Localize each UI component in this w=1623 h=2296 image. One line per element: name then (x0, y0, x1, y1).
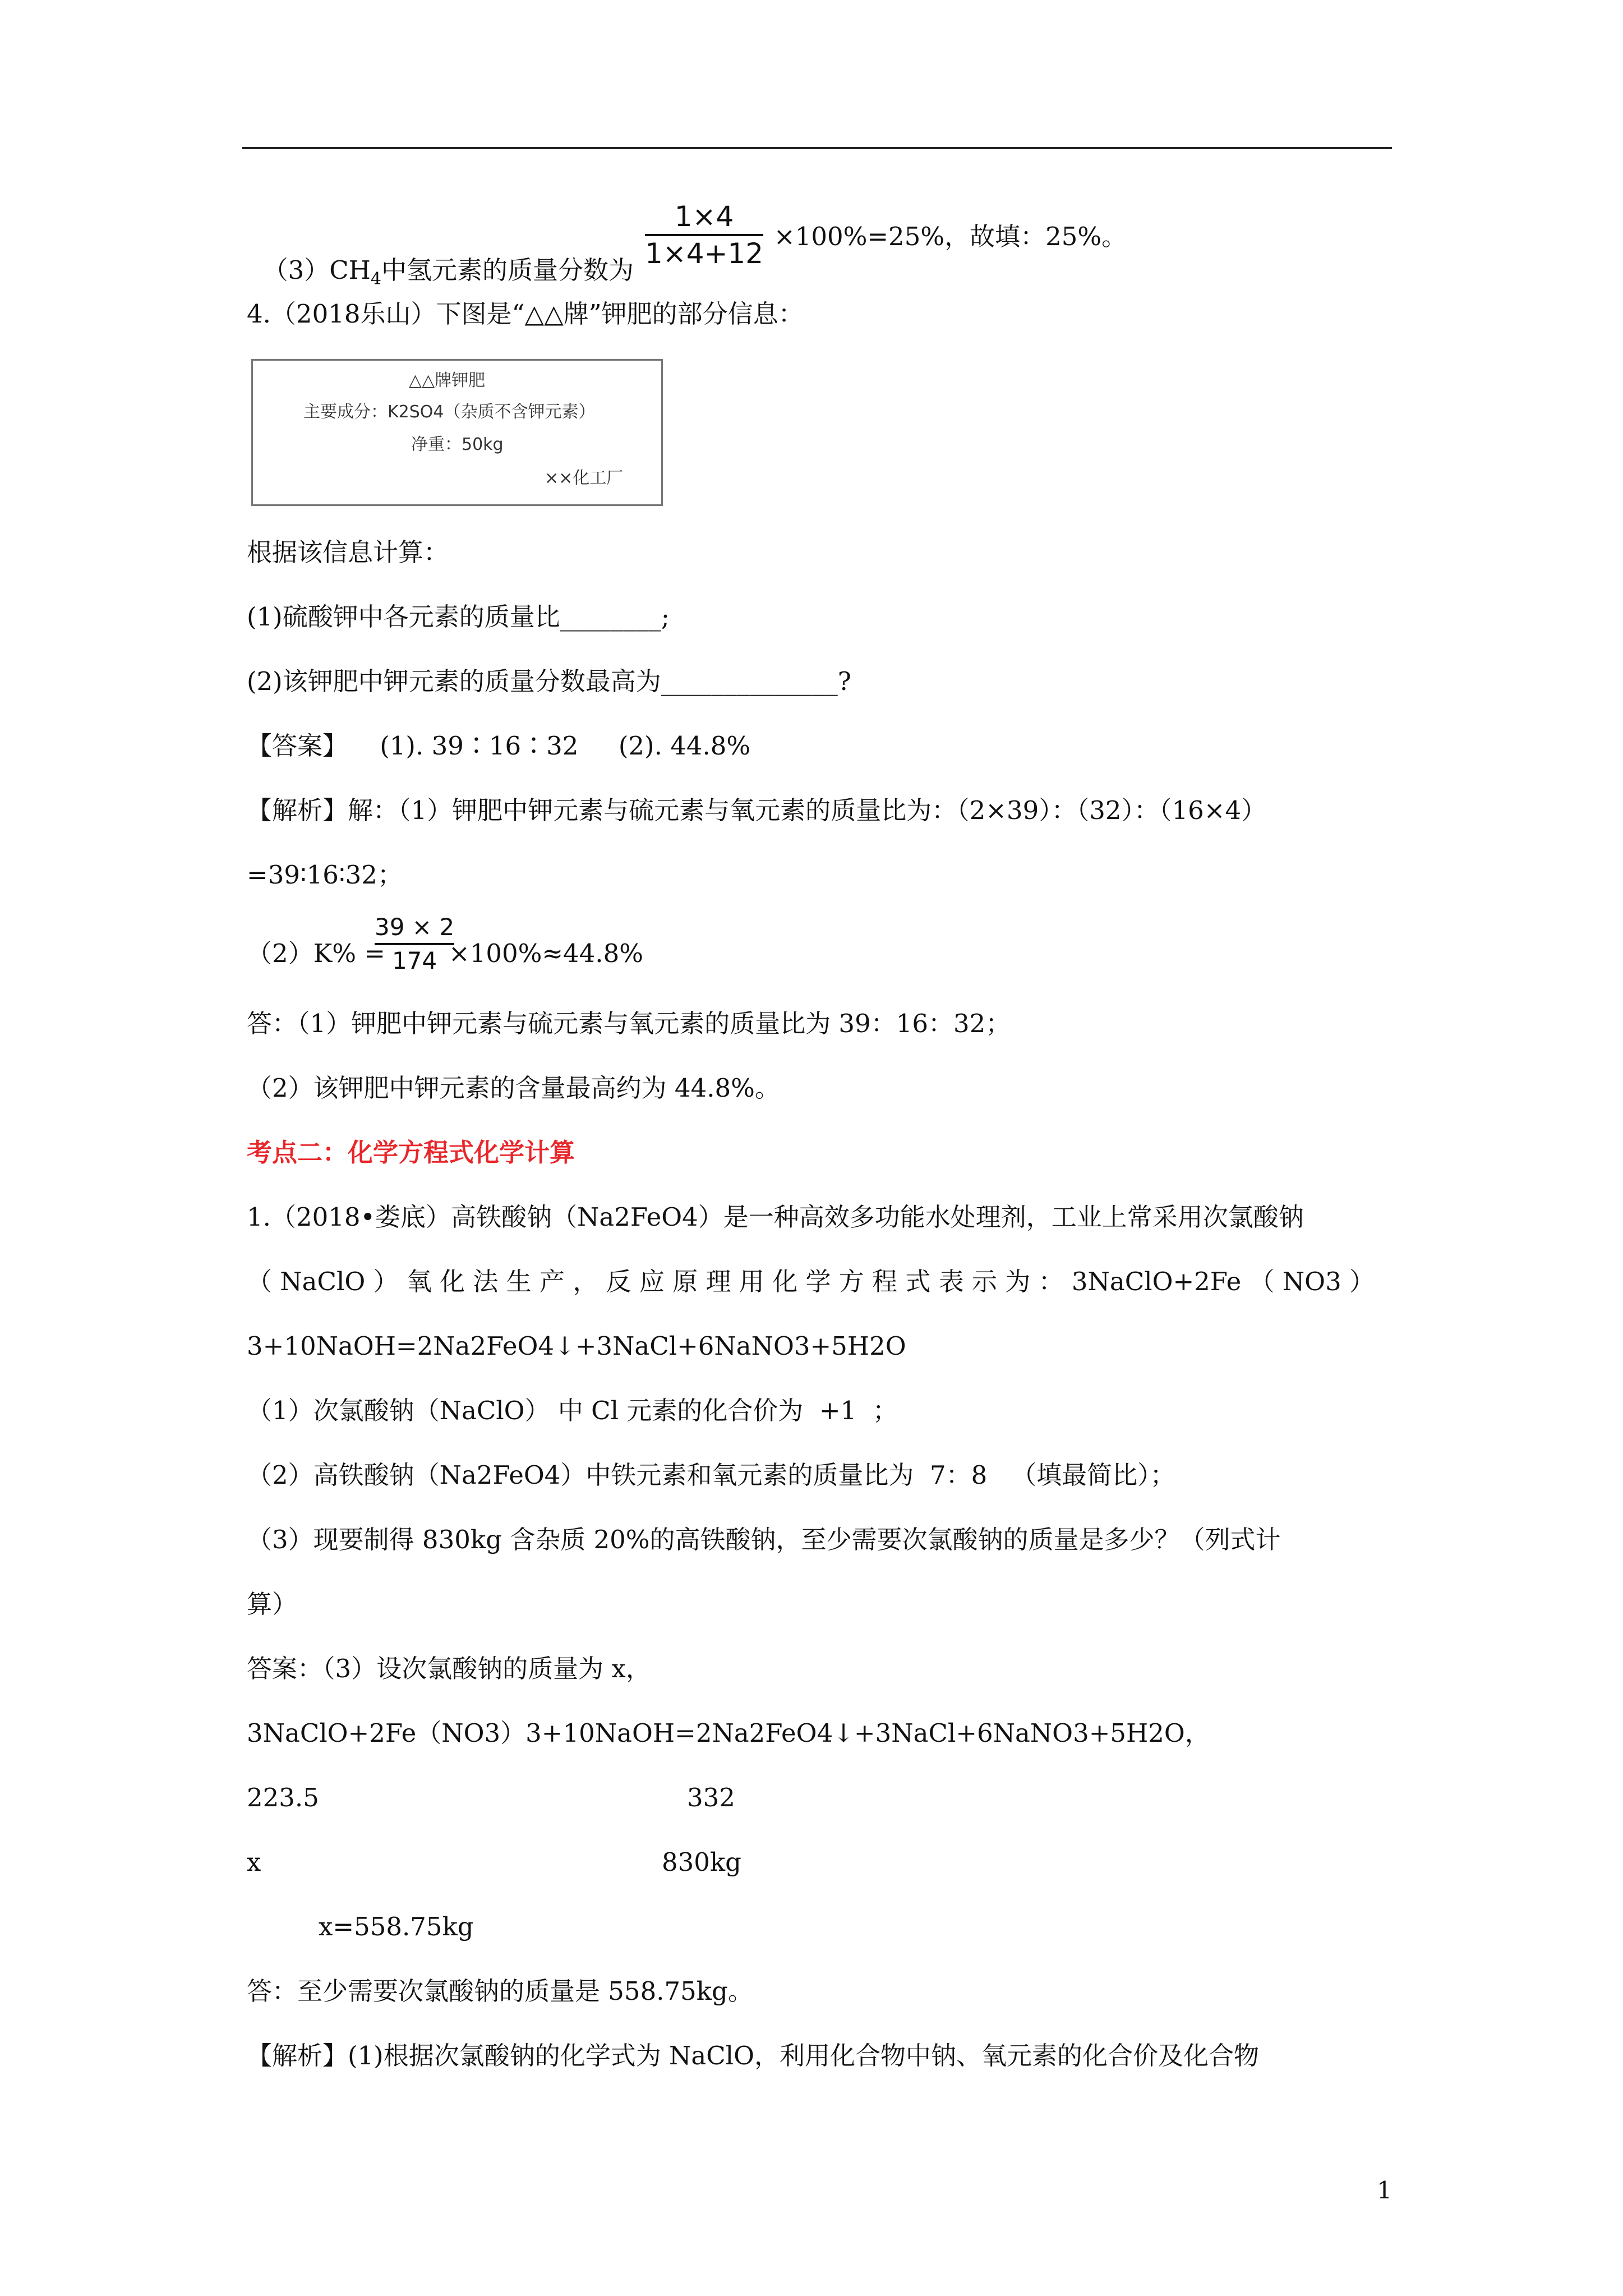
analysis-line-2: =39∶16∶32； (247, 860, 403, 890)
mass-right: 830kg (662, 1847, 741, 1877)
molar-mass-right: 332 (687, 1783, 735, 1812)
problem-1-line-2: （ NaClO ） 氧 化 法 生 产 ， 反 应 原 理 用 化 学 方 程 式 表 示 为 ： 3NaClO+2Fe （ NO3 ） (247, 1267, 1375, 1296)
q3-line: $(3)CH_4$中氢元素的质量分数为 (262, 255, 634, 289)
unknown-left: x (247, 1847, 261, 1877)
label-weight: 净重：50kg (411, 435, 504, 454)
final-answer: 答：至少需要次氯酸钠的质量是 558.75kg。 (247, 1976, 753, 2006)
analysis-line-3: （2）K% = (247, 938, 386, 968)
x-result: x=558.75kg (319, 1912, 474, 1941)
answer-intro: 答案：（3）设次氯酸钠的质量为 x， (247, 1654, 651, 1683)
label-component: 主要成分：K2SO4（杂质不含钾元素） (303, 402, 596, 422)
sub-question-2: （2）高铁酸钠（Na2FeO4）中铁元素和氧元素的质量比为 7：8 （填最简比）； (247, 1460, 1175, 1490)
header-rule (242, 147, 1392, 149)
q4-title: 4.（2018乐山）下图是“△△牌”钾肥的部分信息： (247, 299, 804, 329)
kpercent-fraction (375, 912, 454, 977)
sub-question-3-line-2: 算） (247, 1589, 298, 1619)
fraction-numerator: 1×4 (674, 200, 734, 233)
question-1: (1)硫酸钾中各元素的质量比________; (247, 602, 670, 632)
section-heading: 考点二：化学方程式化学计算 (247, 1138, 575, 1167)
page-number: 1 (1377, 2177, 1392, 2204)
fraction-denominator: 1×4+12 (645, 237, 764, 270)
q3-fraction (645, 199, 763, 271)
q3-suffix: ×100%=25%，故填：25%。 (774, 222, 1127, 251)
analysis-line-3-suffix: ×100%≈44.8% (449, 938, 644, 968)
question-2: (2)该钾肥中钾元素的质量分数最高为______________? (247, 666, 851, 696)
fertilizer-label-image (251, 359, 663, 506)
intro-line: 根据该信息计算： (247, 537, 449, 567)
problem-1-line-3: 3+10NaOH=2Na2FeO4↓+3NaCl+6NaNO3+5H2O (247, 1331, 906, 1361)
fraction-denominator: 174 (391, 947, 437, 974)
analysis-final: 【解析】(1)根据次氯酸钠的化学式为 NaClO，利用化合物中钠、氧元素的化合价及化合物 (247, 2041, 1259, 2070)
analysis-line-1: 【解析】解：（1）钾肥中钾元素与硫元素与氧元素的质量比为：（2×39）：（32）：（16×4） (247, 795, 1267, 825)
sub-question-3-line-1: （3）现要制得 830kg 含杂质 20%的高铁酸钠，至少需要次氯酸钠的质量是多少？（列式计 (247, 1525, 1281, 1554)
answer-line: 【答案】 (1). 39∶16∶32 (2). 44.8% (247, 731, 751, 761)
reply-line-1: 答：（1）钾肥中钾元素与硫元素与氧元素的质量比为 39：16：32； (247, 1009, 1011, 1038)
reply-line-2: （2）该钾肥中钾元素的含量最高约为 44.8%。 (247, 1073, 780, 1103)
label-maker: ××化工厂 (545, 468, 624, 488)
problem-1-line-1: 1.（2018•娄底）高铁酸钠（Na2FeO4）是一种高效多功能水处理剂，工业上常采用次氯酸钠 (247, 1202, 1304, 1232)
chemical-equation: 3NaClO+2Fe（NO3）3+10NaOH=2Na2FeO4↓+3NaCl+6NaNO3+5H2O， (247, 1718, 1210, 1748)
sub-question-1: （1）次氯酸钠（NaClO） 中 Cl 元素的化合价为 +1 ； (247, 1396, 898, 1425)
label-title: △△牌钾肥 (409, 371, 486, 390)
molar-mass-left: 223.5 (247, 1783, 319, 1812)
fraction-numerator: 39 × 2 (375, 913, 455, 941)
